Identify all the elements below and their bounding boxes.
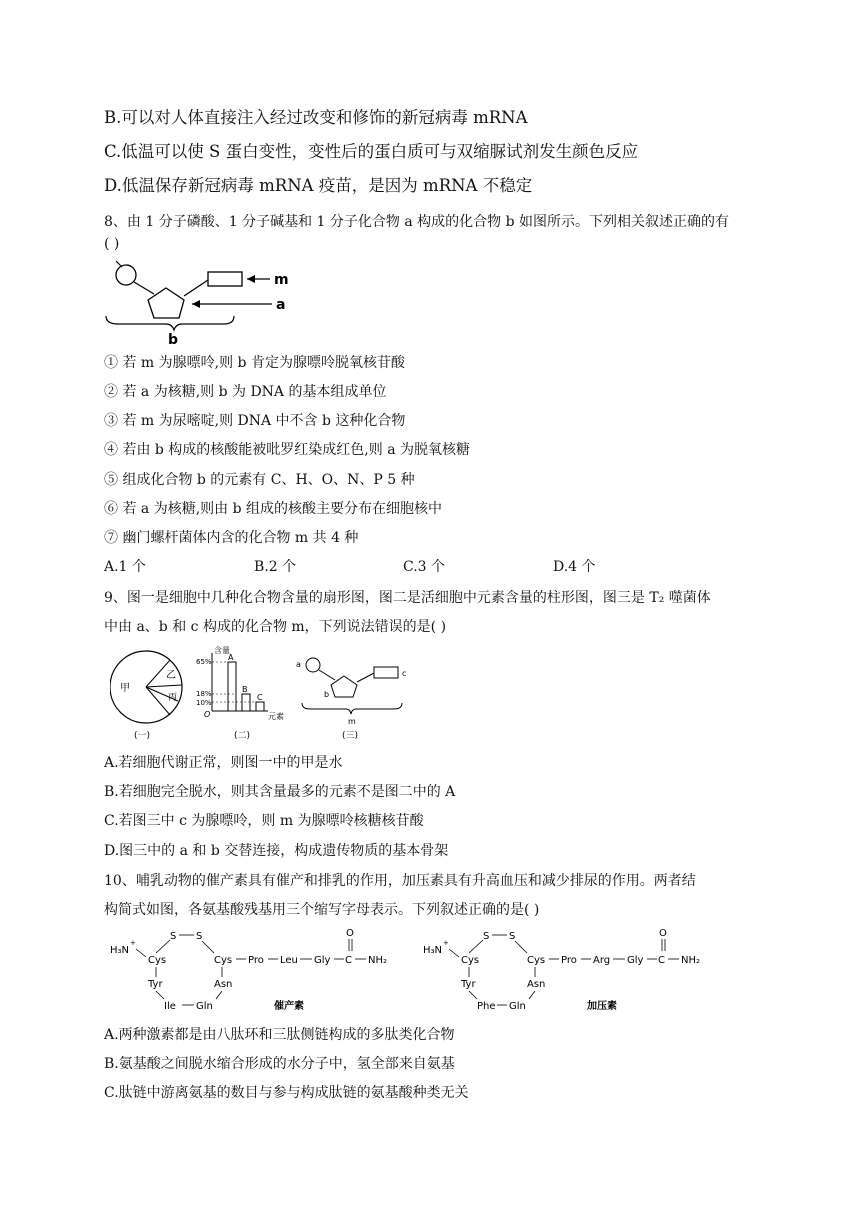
pie-label-jia: 甲	[120, 683, 130, 694]
q8-nucleotide-figure	[104, 258, 314, 348]
vaso-cys-1: Cys	[461, 955, 480, 966]
q9-option-a: A.若细胞代谢正常，则图一中的甲是水	[104, 755, 343, 771]
fig1-caption: (一)	[134, 731, 151, 741]
bar-xlabel: 元素	[268, 712, 284, 721]
q8-statement-3: ③ 若 m 为尿嘧啶,则 DNA 中不含 b 这种化合物	[104, 413, 406, 429]
q8-stem-blank: ( )	[104, 236, 120, 252]
oxy-s-1: S	[170, 931, 177, 942]
base-box	[208, 272, 242, 286]
prev-option-d: D.低温保存新冠病毒 mRNA 疫苗，是因为 mRNA 不稳定	[104, 176, 533, 195]
prev-option-b: B.可以对人体直接注入经过改变和修饰的新冠病毒 mRNA	[104, 108, 528, 127]
q8-options	[104, 556, 704, 576]
pentose-ring	[148, 288, 184, 318]
oxy-o: O	[346, 928, 354, 939]
bar-ylabel: 含量	[214, 646, 230, 655]
bar-b: B	[242, 685, 248, 694]
q10-stem-2: 构简式如图，各氨基酸残基用三个缩写字母表示。下列叙述正确的是( )	[104, 902, 540, 918]
tick-18: 18%	[196, 690, 212, 698]
vaso-cys-2: Cys	[527, 955, 546, 966]
vaso-o: O	[659, 928, 667, 939]
q8-statement-5: ⑤ 组成化合物 b 的元素有 C、H、O、N、P 5 种	[104, 472, 415, 488]
oxy-pro: Pro	[248, 955, 264, 966]
vaso-pro: Pro	[561, 955, 577, 966]
q9-nucleotide-figure	[296, 658, 406, 741]
oxy-cys-1: Cys	[148, 955, 167, 966]
q9-option-b: B.若细胞完全脱水，则其含量最多的元素不是图二中的 A	[104, 784, 456, 800]
q8-statement-6: ⑥ 若 a 为核糖,则由 b 组成的核酸主要分布在细胞核中	[104, 501, 443, 517]
oxytocin-structure	[110, 925, 400, 1015]
oxy-h3n: H₃N	[110, 945, 130, 956]
q10-stem: 10、哺乳动物的催产素具有催产和排乳的作用，加压素具有升高血压和减少排尿的作用。两者结	[104, 873, 696, 889]
q9-option-d: D.图三中的 a 和 b 交替连接，构成遗传物质的基本骨架	[104, 843, 449, 859]
svg-text:+: +	[130, 939, 136, 947]
vaso-c: C	[658, 955, 665, 966]
fig3-label-m: m	[348, 717, 356, 726]
vaso-h3n: H₃N	[423, 945, 443, 956]
q8-statement-7: ⑦ 幽门螺杆菌体内含的化合物 m 共 4 种	[104, 530, 359, 546]
vaso-s-1: S	[483, 931, 490, 942]
tick-10: 10%	[196, 699, 212, 707]
oxy-nh2: NH₂	[368, 955, 388, 966]
oxy-ile: Ile	[164, 1001, 176, 1012]
oxy-asn: Asn	[214, 979, 233, 990]
q8-option-a: A.1 个	[104, 559, 146, 575]
vaso-gln: Gln	[509, 1001, 526, 1012]
oxy-gly: Gly	[314, 955, 331, 966]
tick-65: 65%	[196, 658, 212, 666]
q10-option-c: C.肽链中游离氨基的数目与参与构成肽链的氨基酸种类无关	[104, 1085, 469, 1101]
q9-bar-chart	[196, 645, 284, 741]
oxy-s-2: S	[196, 931, 203, 942]
q8-option-c: C.3 个	[403, 559, 446, 575]
svg-text:+: +	[443, 939, 449, 947]
fig3-label-a: a	[296, 660, 301, 669]
q9-pie-chart	[110, 651, 182, 741]
vaso-s-2: S	[509, 931, 516, 942]
q9-option-c: C.若图三中 c 为腺嘌呤，则 m 为腺嘌呤核糖核苷酸	[104, 813, 424, 829]
vaso-tyr: Tyr	[461, 979, 476, 990]
oxy-cys-2: Cys	[214, 955, 233, 966]
fig3-label-b: b	[324, 690, 330, 699]
vaso-nh2: NH₂	[681, 955, 701, 966]
vaso-gly: Gly	[627, 955, 644, 966]
oxy-leu: Leu	[280, 955, 298, 966]
pie-label-yi: 乙	[166, 670, 176, 681]
fig3-caption: (三)	[342, 731, 359, 741]
bar-c: C	[257, 693, 263, 702]
fig2-caption: (二)	[234, 731, 251, 741]
q8-statement-2: ② 若 a 为核糖,则 b 为 DNA 的基本组成单位	[104, 384, 387, 400]
phosphate-circle	[116, 265, 136, 285]
label-m: m	[274, 272, 289, 288]
vaso-arg: Arg	[593, 955, 611, 966]
oxy-c: C	[345, 955, 352, 966]
q8-stem: 8、由 1 分子磷酸、1 分子碱基和 1 分子化合物 a 构成的化合物 b 如图所示。下列相关叙述正确的有	[104, 214, 729, 230]
q10-option-b: B.氨基酸之间脱水缩合形成的水分子中，氢全部来自氨基	[104, 1056, 455, 1072]
vasopressin-structure	[423, 925, 713, 1015]
tick-origin: O	[204, 710, 211, 719]
label-b: b	[168, 332, 179, 348]
fig3-label-c: c	[402, 669, 407, 678]
vaso-asn: Asn	[527, 979, 546, 990]
q10-option-a: A.两种激素都是由八肽环和三肽侧链构成的多肽类化合物	[104, 1027, 455, 1043]
q9-stem: 9、图一是细胞中几种化合物含量的扇形图，图二是活细胞中元素含量的柱形图，图三是 T₂ 噬菌体	[104, 590, 711, 606]
bar-a: A	[228, 653, 234, 662]
prev-option-c: C.低温可以使 S 蛋白变性，变性后的蛋白质可与双缩脲试剂发生颜色反应	[104, 142, 639, 161]
q9-figures	[110, 645, 420, 745]
vasopressin-name: 加压素	[587, 1001, 617, 1012]
q8-option-b: B.2 个	[254, 559, 297, 575]
vaso-phe: Phe	[477, 1001, 496, 1012]
oxy-gln: Gln	[196, 1001, 213, 1012]
label-a: a	[276, 297, 286, 313]
oxytocin-name: 催产素	[274, 1001, 304, 1012]
q9-stem-2: 中由 a、b 和 c 构成的化合物 m，下列说法错误的是( )	[104, 619, 447, 635]
q8-option-d: D.4 个	[553, 559, 596, 575]
oxy-tyr: Tyr	[148, 979, 163, 990]
pie-label-bing: 丙	[168, 693, 178, 703]
q8-statement-1: ① 若 m 为腺嘌呤,则 b 肯定为腺嘌呤脱氧核苷酸	[104, 355, 405, 371]
q8-statement-4: ④ 若由 b 构成的核酸能被吡罗红染成红色,则 a 为脱氧核糖	[104, 442, 471, 458]
